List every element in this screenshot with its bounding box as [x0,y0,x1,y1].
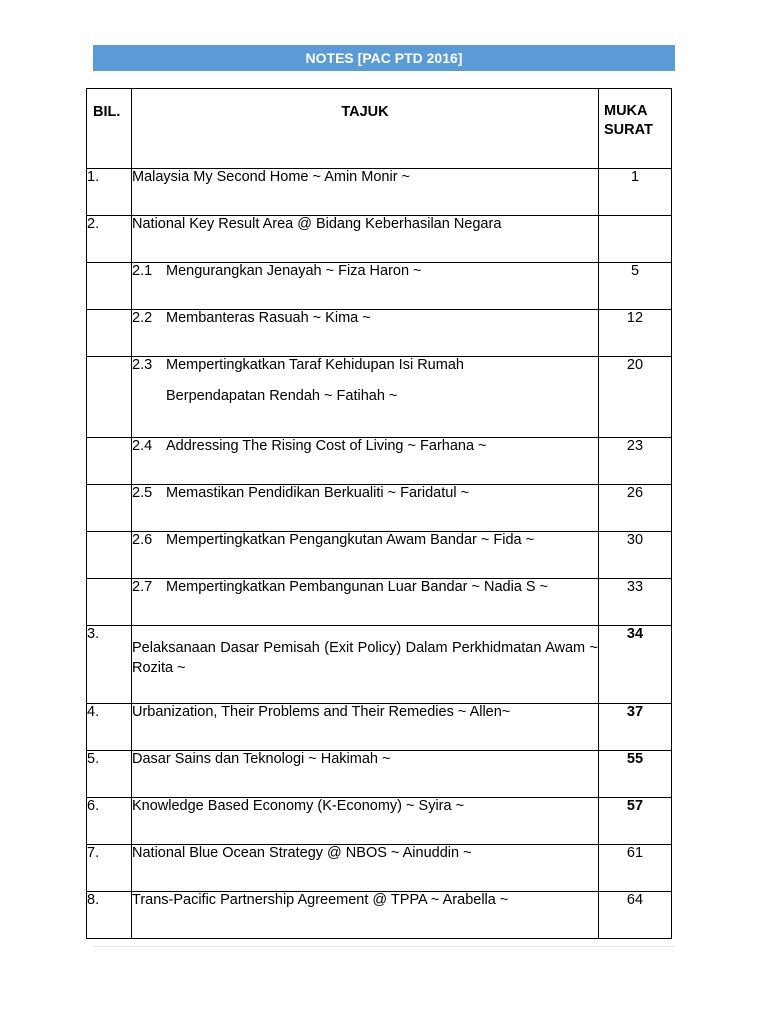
row-page: 20 [599,357,672,438]
row-page: 5 [599,263,672,310]
row-title[interactable] [132,751,599,798]
sub-number: 2.3 [132,357,153,373]
row-title-text: Trans-Pacific Partnership Agreement @ TPPA ~ Arabella ~ [132,892,509,908]
row-page: 34 [599,626,672,704]
table-row [87,704,672,751]
table-row [87,798,672,845]
table-row [87,751,672,798]
table-row [87,310,672,357]
row-title-text: Knowledge Based Economy (K-Economy) ~ Syira ~ [132,798,465,814]
table-row [87,845,672,892]
row-number [87,357,132,438]
row-page: 64 [599,892,672,939]
row-title-text: Addressing The Rising Cost of Living ~ Farhana ~ [166,438,487,454]
row-title-text: Membanteras Rasuah ~ Kima ~ [166,310,371,326]
row-page: 26 [599,485,672,532]
table-row [87,626,672,704]
row-title[interactable] [132,704,599,751]
sub-number: 2.5 [132,485,153,501]
table-row [87,169,672,216]
row-number [87,263,132,310]
row-title-text: National Key Result Area @ Bidang Keberhasilan Negara [132,216,502,232]
notes-title-banner [93,45,675,71]
row-number [87,532,132,579]
table-row [87,485,672,532]
table-row [87,579,672,626]
row-page: 55 [599,751,672,798]
table-header-row [87,89,672,169]
page-title: NOTES [PAC PTD 2016] [305,50,463,66]
row-title[interactable] [132,579,599,626]
row-number: 6. [87,798,132,845]
row-page: 30 [599,532,672,579]
row-title-text: Mempertingkatkan Pengangkutan Awam Bandar ~ Fida ~ [166,532,535,548]
row-page: 57 [599,798,672,845]
table-of-contents [86,88,672,939]
table-row [87,532,672,579]
row-title-text: Mempertingkatkan Pembangunan Luar Bandar ~ Nadia S ~ [166,579,549,595]
row-title[interactable] [132,626,599,704]
row-title-text: Pelaksanaan Dasar Pemisah (Exit Policy) Dalam Perkhidmatan Awam ~ Rozita ~ [132,640,598,676]
table-row [87,263,672,310]
row-title-text-line2: Berpendapatan Rendah ~ Fatihah ~ [166,388,398,404]
row-number: 4. [87,704,132,751]
row-page: 37 [599,704,672,751]
row-number: 1. [87,169,132,216]
sub-number: 2.2 [132,310,153,326]
table-row [87,216,672,263]
row-page: 33 [599,579,672,626]
row-number: 2. [87,216,132,263]
header-muka-surat [599,89,672,169]
table-row [87,357,672,438]
row-title[interactable] [132,532,599,579]
row-number: 7. [87,845,132,892]
row-title-text: National Blue Ocean Strategy @ NBOS ~ Ainuddin ~ [132,845,472,861]
row-number: 5. [87,751,132,798]
row-page: 61 [599,845,672,892]
row-title[interactable] [132,845,599,892]
row-number [87,310,132,357]
row-title[interactable] [132,892,599,939]
row-title[interactable] [132,485,599,532]
footer-divider [93,946,675,947]
row-title[interactable] [132,169,599,216]
row-title-text-line1: Mempertingkatkan Taraf Kehidupan Isi Rumah [166,357,464,373]
row-title[interactable] [132,438,599,485]
sub-number: 2.1 [132,263,153,279]
header-muka-line2: SURAT [604,122,653,138]
sub-number: 2.7 [132,579,153,595]
row-title-text: Memastikan Pendidikan Berkualiti ~ Faridatul ~ [166,485,470,501]
table-row [87,438,672,485]
sub-number: 2.4 [132,438,153,454]
row-number [87,438,132,485]
row-title-text: Dasar Sains dan Teknologi ~ Hakimah ~ [132,751,391,767]
row-title[interactable] [132,310,599,357]
row-title-text: Malaysia My Second Home ~ Amin Monir ~ [132,169,411,185]
row-number [87,485,132,532]
row-title-text: Mengurangkan Jenayah ~ Fiza Haron ~ [166,263,422,279]
row-title-text: Urbanization, Their Problems and Their Remedies ~ Allen~ [132,704,511,720]
row-page: 23 [599,438,672,485]
row-page: 1 [599,169,672,216]
row-title[interactable] [132,357,599,438]
row-title[interactable] [132,216,599,263]
row-page: 12 [599,310,672,357]
row-title[interactable] [132,263,599,310]
row-page [599,216,672,263]
table-row [87,892,672,939]
row-number [87,579,132,626]
sub-number: 2.6 [132,532,153,548]
header-muka-line1: MUKA [604,103,648,119]
row-title[interactable] [132,798,599,845]
header-bil: BIL. [87,89,132,169]
header-tajuk: TAJUK [132,89,599,169]
row-number: 8. [87,892,132,939]
row-number: 3. [87,626,132,704]
